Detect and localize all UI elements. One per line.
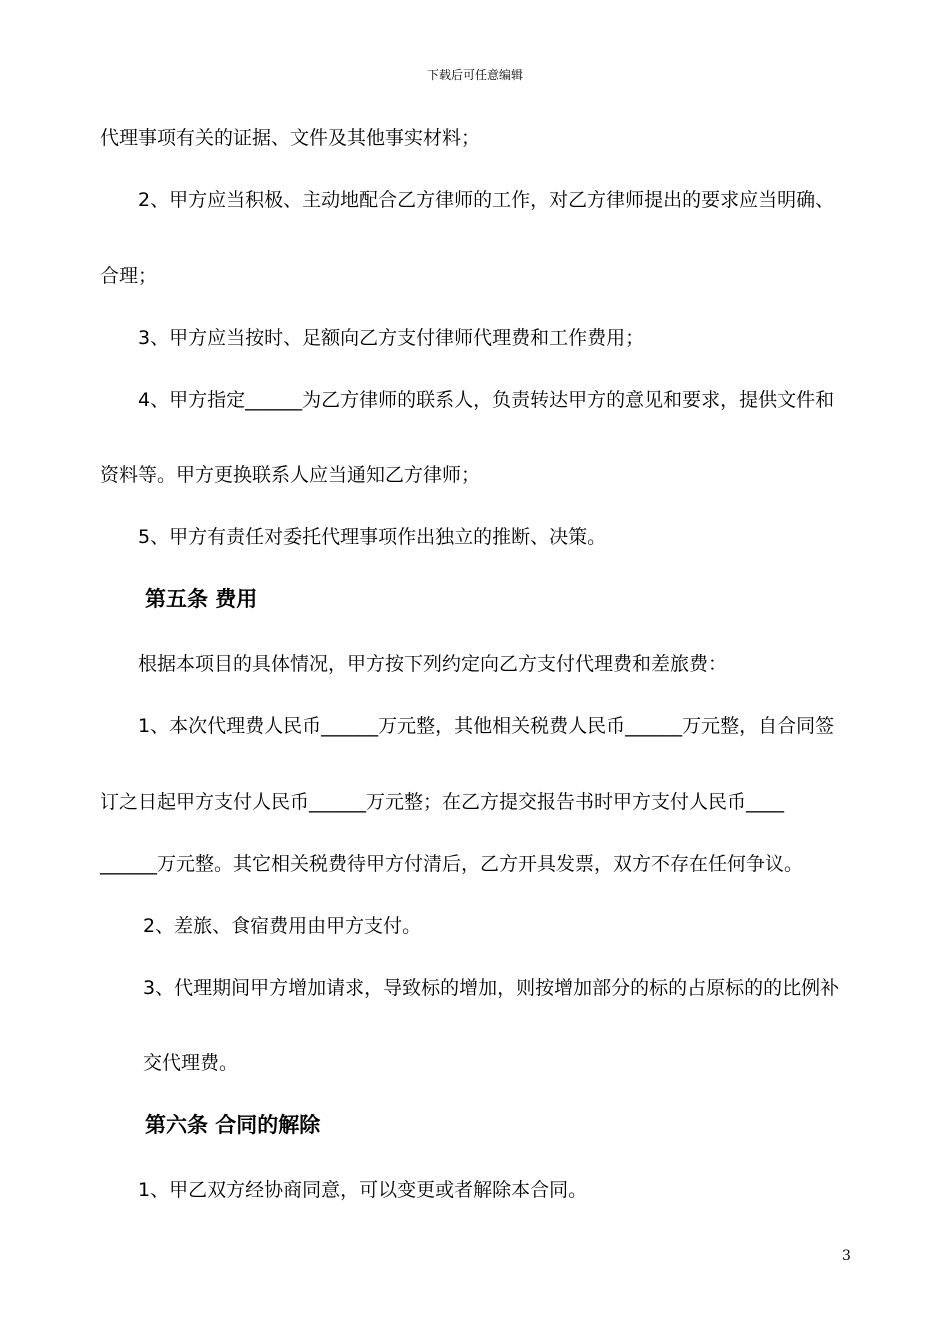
paragraph-line: 2、甲方应当积极、主动地配合乙方律师的工作，对乙方律师提出的要求应当明确、: [138, 189, 835, 211]
paragraph-line: 5、甲方有责任对委托代理事项作出独立的推断、决策。: [138, 526, 607, 548]
page-number: 3: [842, 1248, 851, 1264]
paragraph-line: 根据本项目的具体情况，甲方按下列约定向乙方支付代理费和差旅费：: [138, 653, 728, 675]
paragraph-line: 订之日起甲方支付人民币______万元整；在乙方提交报告书时甲方支付人民币____: [100, 791, 785, 813]
section-heading: 第六条 合同的解除: [145, 1113, 321, 1137]
section-heading: 第五条 费用: [145, 587, 258, 611]
paragraph-line: 合理；: [100, 265, 158, 287]
page-header: 下载后可任意编辑: [426, 68, 523, 82]
paragraph-line: 交代理费。: [143, 1052, 239, 1074]
paragraph-line: 3、代理期间甲方增加请求，导致标的增加，则按增加部分的标的占原标的的比例补: [143, 977, 840, 999]
paragraph-line: 代理事项有关的证据、文件及其他事实材料；: [100, 127, 481, 149]
paragraph-line: 资料等。甲方更换联系人应当通知乙方律师；: [100, 464, 481, 486]
paragraph-line: 1、甲乙双方经协商同意，可以变更或者解除本合同。: [138, 1179, 588, 1201]
paragraph-line: 2、差旅、食宿费用由甲方支付。: [143, 915, 422, 937]
paragraph-line: ______万元整。其它相关税费待甲方付清后，乙方开具发票，双方不存在任何争议。: [100, 853, 804, 875]
paragraph-line: 4、甲方指定______为乙方律师的联系人，负责转达甲方的意见和要求，提供文件和: [138, 389, 835, 411]
paragraph-line: 1、本次代理费人民币______万元整，其他相关税费人民币______万元整，自合同签: [138, 715, 835, 737]
paragraph-line: 3、甲方应当按时、足额向乙方支付律师代理费和工作费用；: [138, 327, 645, 349]
